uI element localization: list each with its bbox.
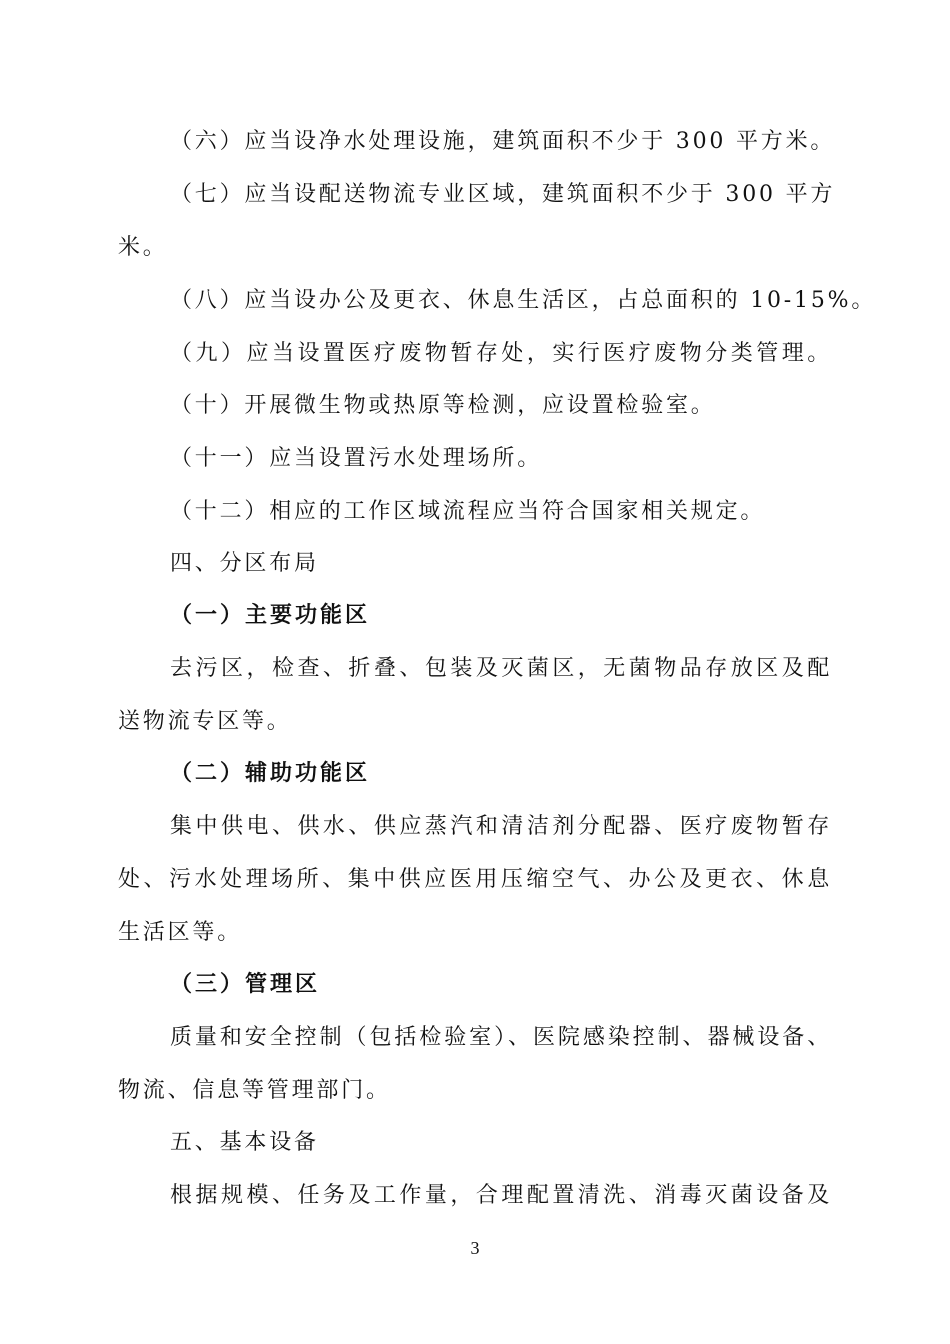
- paragraph-auxiliary-function-area-line-3: 生活区等。: [118, 920, 243, 945]
- paragraph-auxiliary-function-area: 集中供电、供水、供应蒸汽和清洁剂分配器、医疗废物暂存: [170, 814, 832, 839]
- subheading-management-area: （三）管理区: [170, 972, 321, 997]
- paragraph-item-6: （六）应当设净水处理设施，建筑面积不少于 300 平方米。: [170, 129, 836, 154]
- paragraph-basic-equipment: 根据规模、任务及工作量，合理配置清洗、消毒灭菌设备及: [170, 1183, 832, 1208]
- paragraph-item-10: （十）开展微生物或热原等检测，应设置检验室。: [170, 393, 716, 418]
- section-heading-5: 五、基本设备: [170, 1130, 319, 1155]
- paragraph-management-area: 质量和安全控制（包括检验室）、医院感染控制、器械设备、: [170, 1025, 832, 1050]
- paragraph-management-area-continued: 物流、信息等管理部门。: [118, 1078, 391, 1103]
- paragraph-auxiliary-function-area-line-2: 处、污水处理场所、集中供应医用压缩空气、办公及更衣、休息: [118, 867, 832, 892]
- paragraph-item-8: （八）应当设办公及更衣、休息生活区，占总面积的 10-15%。: [170, 288, 877, 313]
- paragraph-item-7-continued: 米。: [118, 235, 168, 260]
- paragraph-item-9: （九）应当设置医疗废物暂存处，实行医疗废物分类管理。: [170, 341, 832, 366]
- section-heading-4: 四、分区布局: [170, 551, 319, 576]
- subheading-main-function-area: （一）主要功能区: [170, 603, 371, 628]
- paragraph-item-7: （七）应当设配送物流专业区域，建筑面积不少于 300 平方: [170, 182, 836, 207]
- paragraph-item-11: （十一）应当设置污水处理场所。: [170, 446, 543, 471]
- paragraph-main-function-area: 去污区，检查、折叠、包装及灭菌区，无菌物品存放区及配: [170, 656, 832, 681]
- subheading-auxiliary-function-area: （二）辅助功能区: [170, 761, 371, 786]
- page-number: 3: [470, 1238, 480, 1258]
- paragraph-main-function-area-continued: 送物流专区等。: [118, 709, 292, 734]
- paragraph-item-12: （十二）相应的工作区域流程应当符合国家相关规定。: [170, 499, 766, 524]
